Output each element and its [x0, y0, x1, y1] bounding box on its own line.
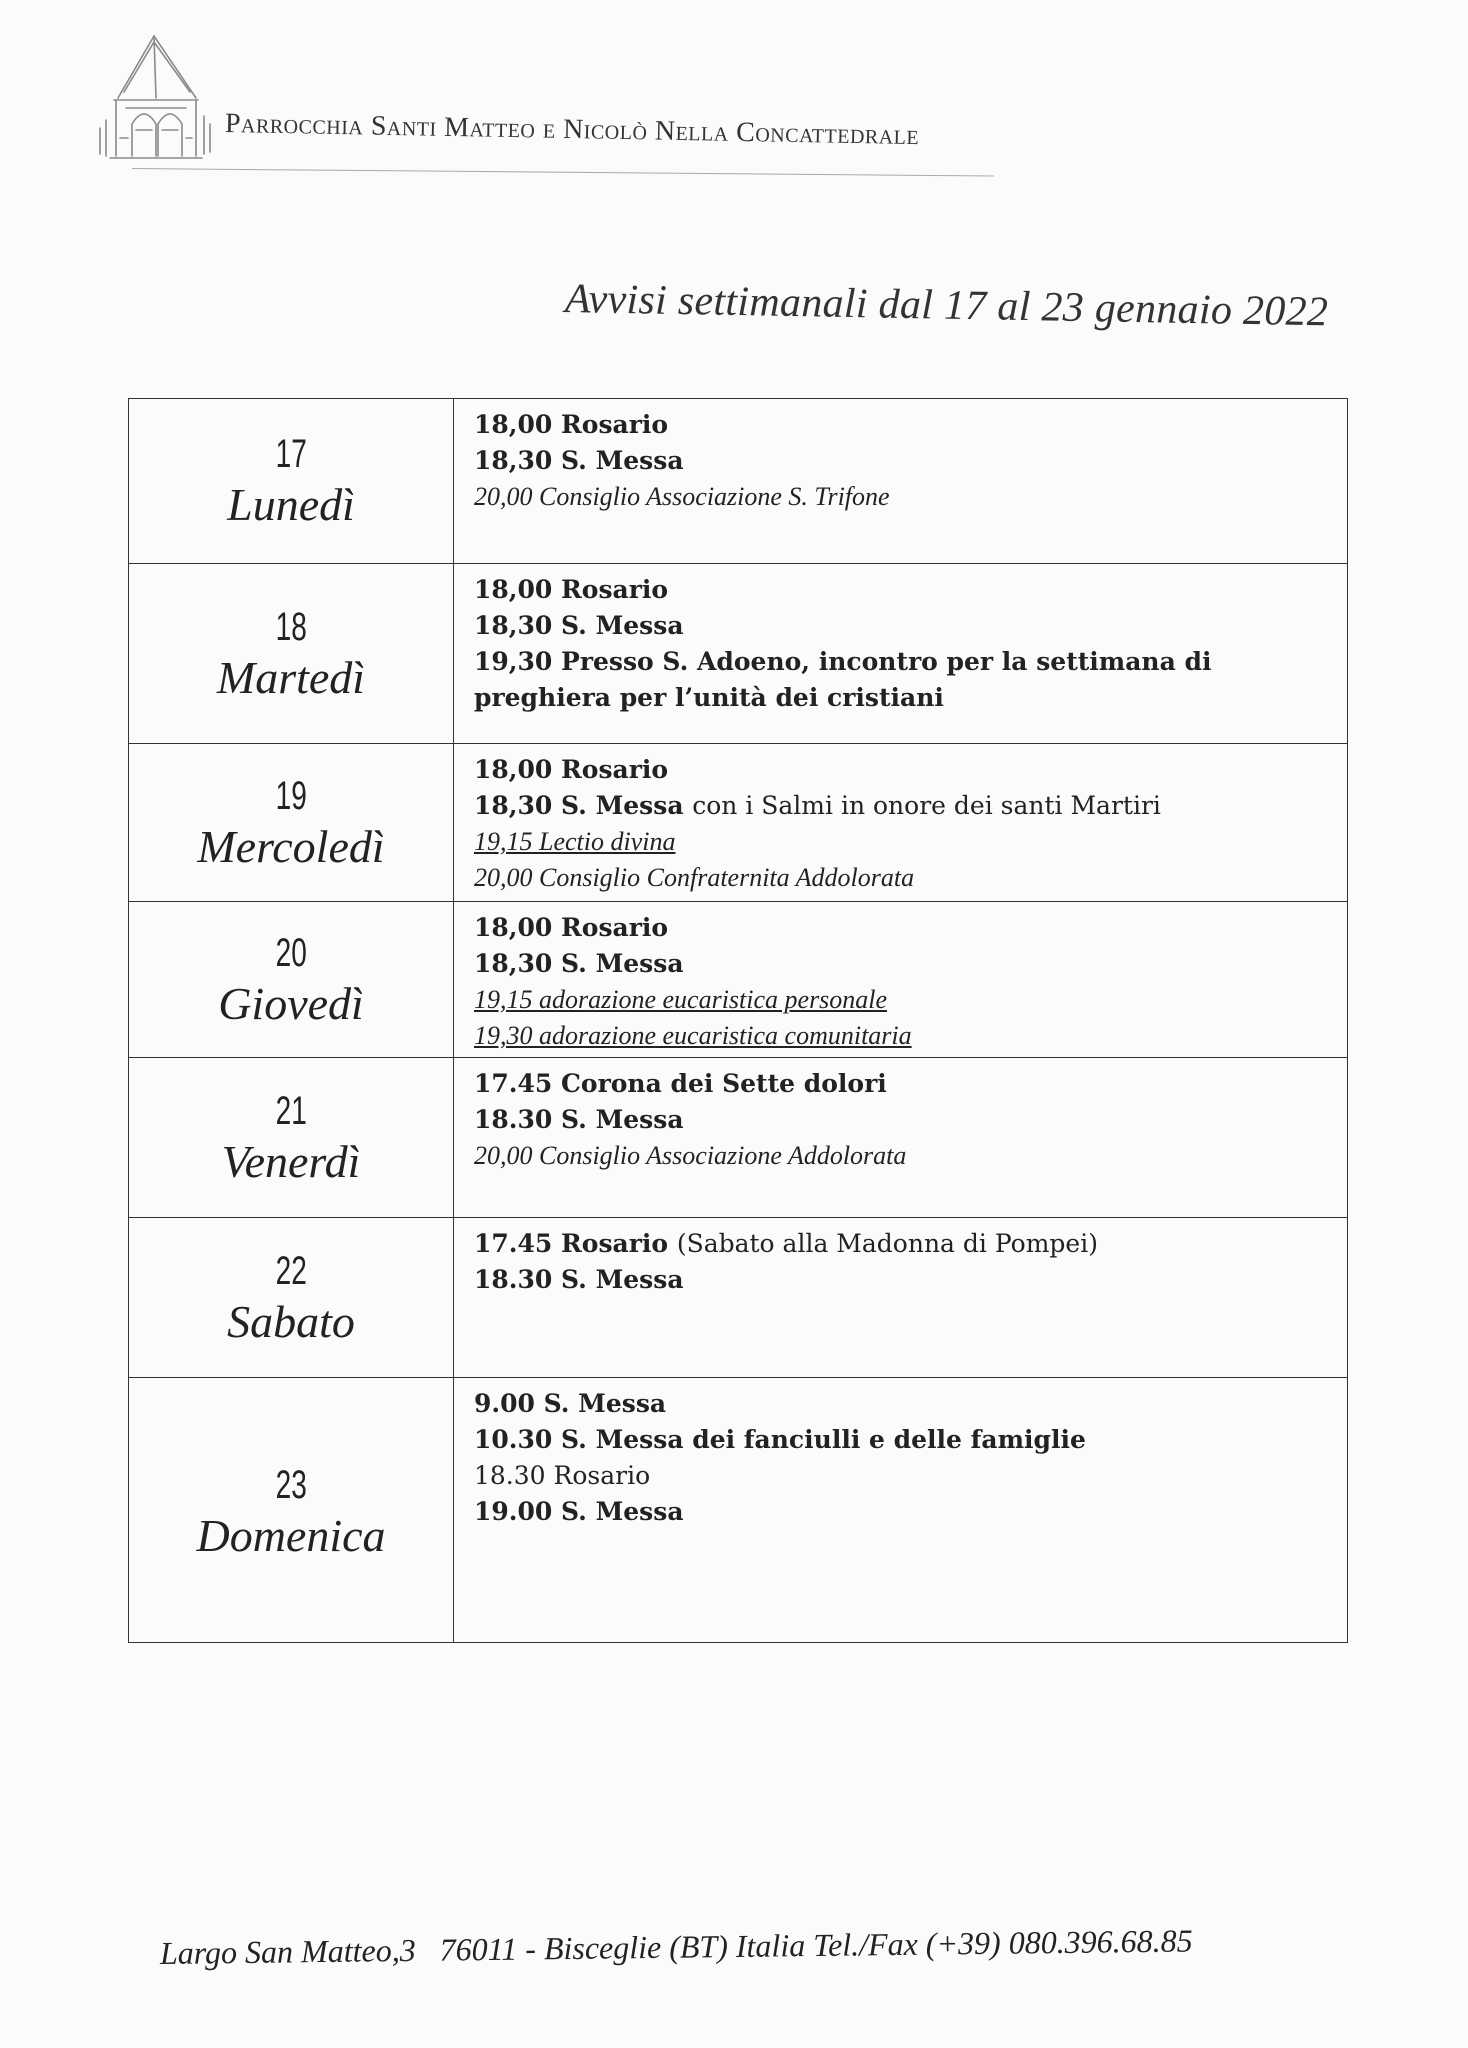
- event-item: [474, 824, 1327, 860]
- day-row: [129, 1377, 1347, 1645]
- event-item: [474, 479, 1327, 515]
- event-text: S. Messa: [561, 791, 684, 820]
- event-text: S. Messa: [561, 949, 684, 978]
- day-cell: [129, 399, 453, 563]
- event-text: S. Messa: [561, 1265, 684, 1294]
- events-cell: [474, 1386, 1327, 1530]
- events-cell: [474, 910, 1327, 1054]
- day-name: Martedì: [216, 652, 366, 703]
- day-name: Sabato: [227, 1296, 355, 1347]
- day-cell: [129, 1378, 453, 1645]
- day-number: 22: [275, 1249, 307, 1293]
- event-item: [474, 752, 1327, 788]
- day-cell: [129, 1218, 453, 1378]
- event-text: Rosario: [561, 1229, 669, 1258]
- event-item: [474, 788, 1327, 824]
- header-divider: [132, 168, 994, 177]
- event-item: [474, 1226, 1327, 1262]
- event-time: 17.45: [474, 1229, 553, 1258]
- event-item: [474, 860, 1327, 896]
- event-text: S. Messa: [561, 1105, 684, 1134]
- event-text: Consiglio Associazione Addolorata: [539, 1141, 907, 1170]
- event-time: 18.30: [474, 1265, 553, 1294]
- event-item: [474, 1458, 1327, 1494]
- day-row: [129, 1217, 1347, 1378]
- event-item: [474, 1018, 1327, 1054]
- church-sketch-icon: [96, 28, 216, 163]
- event-item: [474, 982, 1327, 1018]
- event-item: [474, 1066, 1327, 1102]
- day-name: Domenica: [196, 1509, 386, 1561]
- event-text: Rosario: [561, 410, 669, 439]
- page-title: Avvisi settimanali dal 17 al 23 gennaio 2022: [564, 276, 1329, 336]
- day-number: 20: [275, 931, 307, 975]
- event-time: 9.00: [474, 1389, 535, 1418]
- event-item: [474, 1102, 1327, 1138]
- day-row: [129, 1057, 1347, 1218]
- event-text: S. Messa: [543, 1389, 667, 1418]
- day-number: 19: [275, 774, 307, 818]
- event-text: Presso S. Adoeno, incontro per la settimana di preghiera per l’unità dei cristiani: [474, 647, 1212, 712]
- day-cell: [129, 564, 453, 744]
- event-time: 19,30: [474, 647, 553, 676]
- event-time: 19.00: [474, 1497, 553, 1526]
- event-text: adorazione eucaristica comunitaria: [539, 1021, 912, 1050]
- event-item: [474, 1494, 1327, 1530]
- events-cell: [474, 1066, 1327, 1174]
- event-item: [474, 407, 1327, 443]
- event-text: adorazione eucaristica personale: [539, 985, 888, 1014]
- events-cell: [474, 1226, 1327, 1298]
- day-name: Venerdì: [221, 1136, 361, 1187]
- day-name: Giovedì: [218, 978, 364, 1029]
- day-number: 18: [275, 605, 307, 649]
- event-time: 17.45: [474, 1069, 553, 1098]
- event-time: 18,30: [474, 611, 553, 640]
- event-item: [474, 946, 1327, 982]
- event-time: 20,00: [474, 1141, 533, 1170]
- event-item: [474, 1422, 1327, 1458]
- event-text: S. Messa: [561, 1497, 684, 1526]
- event-extra: con i Salmi in onore dei santi Martiri: [692, 791, 1161, 820]
- day-name: Lunedì: [227, 479, 355, 530]
- events-cell: [474, 752, 1327, 896]
- event-text: Rosario: [561, 755, 669, 784]
- day-row: [129, 901, 1347, 1058]
- event-text: Consiglio Confraternita Addolorata: [539, 863, 915, 892]
- event-time: 20,00: [474, 482, 533, 511]
- day-cell: [129, 744, 453, 902]
- event-text: S. Messa dei fanciulli e delle famiglie: [561, 1425, 1086, 1454]
- event-time: 19,15: [474, 985, 533, 1014]
- event-time: 18,00: [474, 913, 553, 942]
- event-text: Consiglio Associazione S. Trifone: [539, 482, 890, 511]
- day-number: 21: [275, 1089, 307, 1133]
- event-time: 18,00: [474, 755, 553, 784]
- day-row: [129, 743, 1347, 902]
- day-row: [129, 563, 1347, 744]
- event-text: Rosario: [553, 1461, 651, 1490]
- day-cell: [129, 902, 453, 1058]
- event-item: [474, 644, 1327, 716]
- day-name: Mercoledì: [197, 821, 385, 872]
- event-time: 19,30: [474, 1021, 533, 1050]
- event-time: 10.30: [474, 1425, 553, 1454]
- event-text: S. Messa: [561, 611, 684, 640]
- parish-name: Parrocchia Santi Matteo e Nicolò Nella Concattedrale: [224, 108, 920, 152]
- event-time: 18,30: [474, 446, 553, 475]
- event-time: 18,00: [474, 410, 553, 439]
- footer-address: Largo San Matteo,3 76011 - Bisceglie (BT) Italia Tel./Fax (+39) 080.396.68.85: [159, 1922, 1193, 1971]
- event-item: [474, 572, 1327, 608]
- event-time: 18,30: [474, 791, 553, 820]
- event-item: [474, 1262, 1327, 1298]
- event-text: Corona dei Sette dolori: [561, 1069, 887, 1098]
- event-time: 18,30: [474, 949, 553, 978]
- day-number: 17: [275, 432, 307, 476]
- event-time: 18.30: [474, 1461, 546, 1490]
- event-time: 18.30: [474, 1105, 553, 1134]
- event-time: 20,00: [474, 863, 533, 892]
- day-cell: [129, 1058, 453, 1218]
- event-time: 18,00: [474, 575, 553, 604]
- event-extra: (Sabato alla Madonna di Pompei): [676, 1229, 1098, 1258]
- weekly-schedule-table: [128, 398, 1348, 1643]
- day-number: 23: [275, 1462, 307, 1507]
- day-row: [129, 399, 1347, 563]
- event-time: 19,15: [474, 827, 533, 856]
- event-item: [474, 608, 1327, 644]
- events-cell: [474, 407, 1327, 515]
- event-text: Rosario: [561, 575, 669, 604]
- events-cell: [474, 572, 1327, 716]
- event-item: [474, 443, 1327, 479]
- event-item: [474, 910, 1327, 946]
- event-item: [474, 1138, 1327, 1174]
- event-text: Rosario: [561, 913, 669, 942]
- event-item: [474, 1386, 1327, 1422]
- event-text: S. Messa: [561, 446, 684, 475]
- event-text: Lectio divina: [539, 827, 676, 856]
